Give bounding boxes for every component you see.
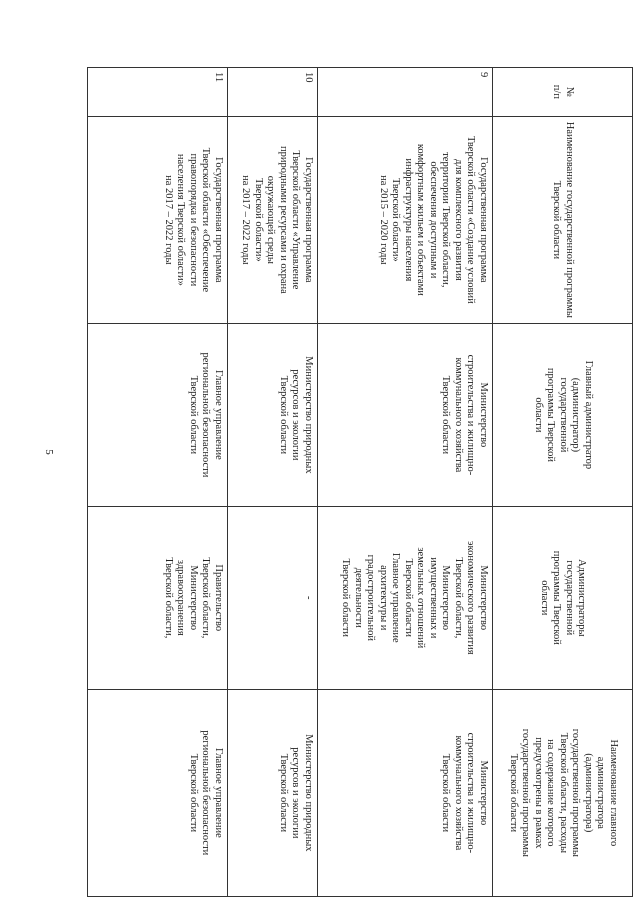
administrators: - xyxy=(228,506,318,689)
header-expenses-administrator: Наименование главного администратора (администратора) государственной программы Тверской области, расходы на содержание которого предусмотрены в рамках государственной программы Тверской области xyxy=(493,689,633,896)
administrators: Министерство экономического развития Тверской области, Министерство имущественных и земельных отношений Тверской области Главное управление архитектуры и градостроительной деятельности Тверской области xyxy=(318,506,493,689)
main-administrator: Министерство природных ресурсов и экологии Тверской области xyxy=(228,324,318,507)
expenses-administrator: Министерство строительства и жилищно- коммунального хозяйства Тверской области xyxy=(318,689,493,896)
row-number: 11 xyxy=(88,68,228,117)
table-row xyxy=(88,68,228,897)
expenses-administrator: Главное управление региональной безопасности Тверской области xyxy=(88,689,228,896)
row-number: 10 xyxy=(228,68,318,117)
rotated-page xyxy=(88,67,633,897)
main-administrator: Главное управление региональной безопасности Тверской области xyxy=(88,324,228,507)
program-name: Государственная программа Тверской области «Обеспечение правопорядка и безопасности населения Тверской области» на 2017 – 2022 годы xyxy=(88,116,228,323)
programs-table xyxy=(87,67,633,897)
expenses-administrator: Министерство природных ресурсов и экологии Тверской области xyxy=(228,689,318,896)
header-number: № п/п xyxy=(493,68,633,117)
row-number: 9 xyxy=(318,68,493,117)
header-program-name: Наименование государственной программы Тверской области xyxy=(493,116,633,323)
table-row xyxy=(228,68,318,897)
table-row xyxy=(318,68,493,897)
header-main-administrator: Главный администратор (администратор) государственной программы Тверской области xyxy=(493,324,633,507)
administrators: Правительство Тверской области, Министерство здравоохранения Тверской области, xyxy=(88,506,228,689)
main-administrator: Министерство строительства и жилищно- коммунального хозяйства Тверской области xyxy=(318,324,493,507)
header-administrators: Администраторы государственной программы Тверской области xyxy=(493,506,633,689)
table-header-row xyxy=(493,68,633,897)
page-number: 5 xyxy=(42,449,55,455)
program-name: Государственная программа Тверской области «Создание условий для комплексного развития территории Тверской области, обеспечения доступным и комфортным жильем и объектами инфраструктуры населения Тверской области» на 2015 – 2020 годы xyxy=(318,116,493,323)
program-name: Государственная программа Тверской области «Управление природными ресурсами и охрана окружающей среды Тверской области» на 2017 – 2022 годы xyxy=(228,116,318,323)
